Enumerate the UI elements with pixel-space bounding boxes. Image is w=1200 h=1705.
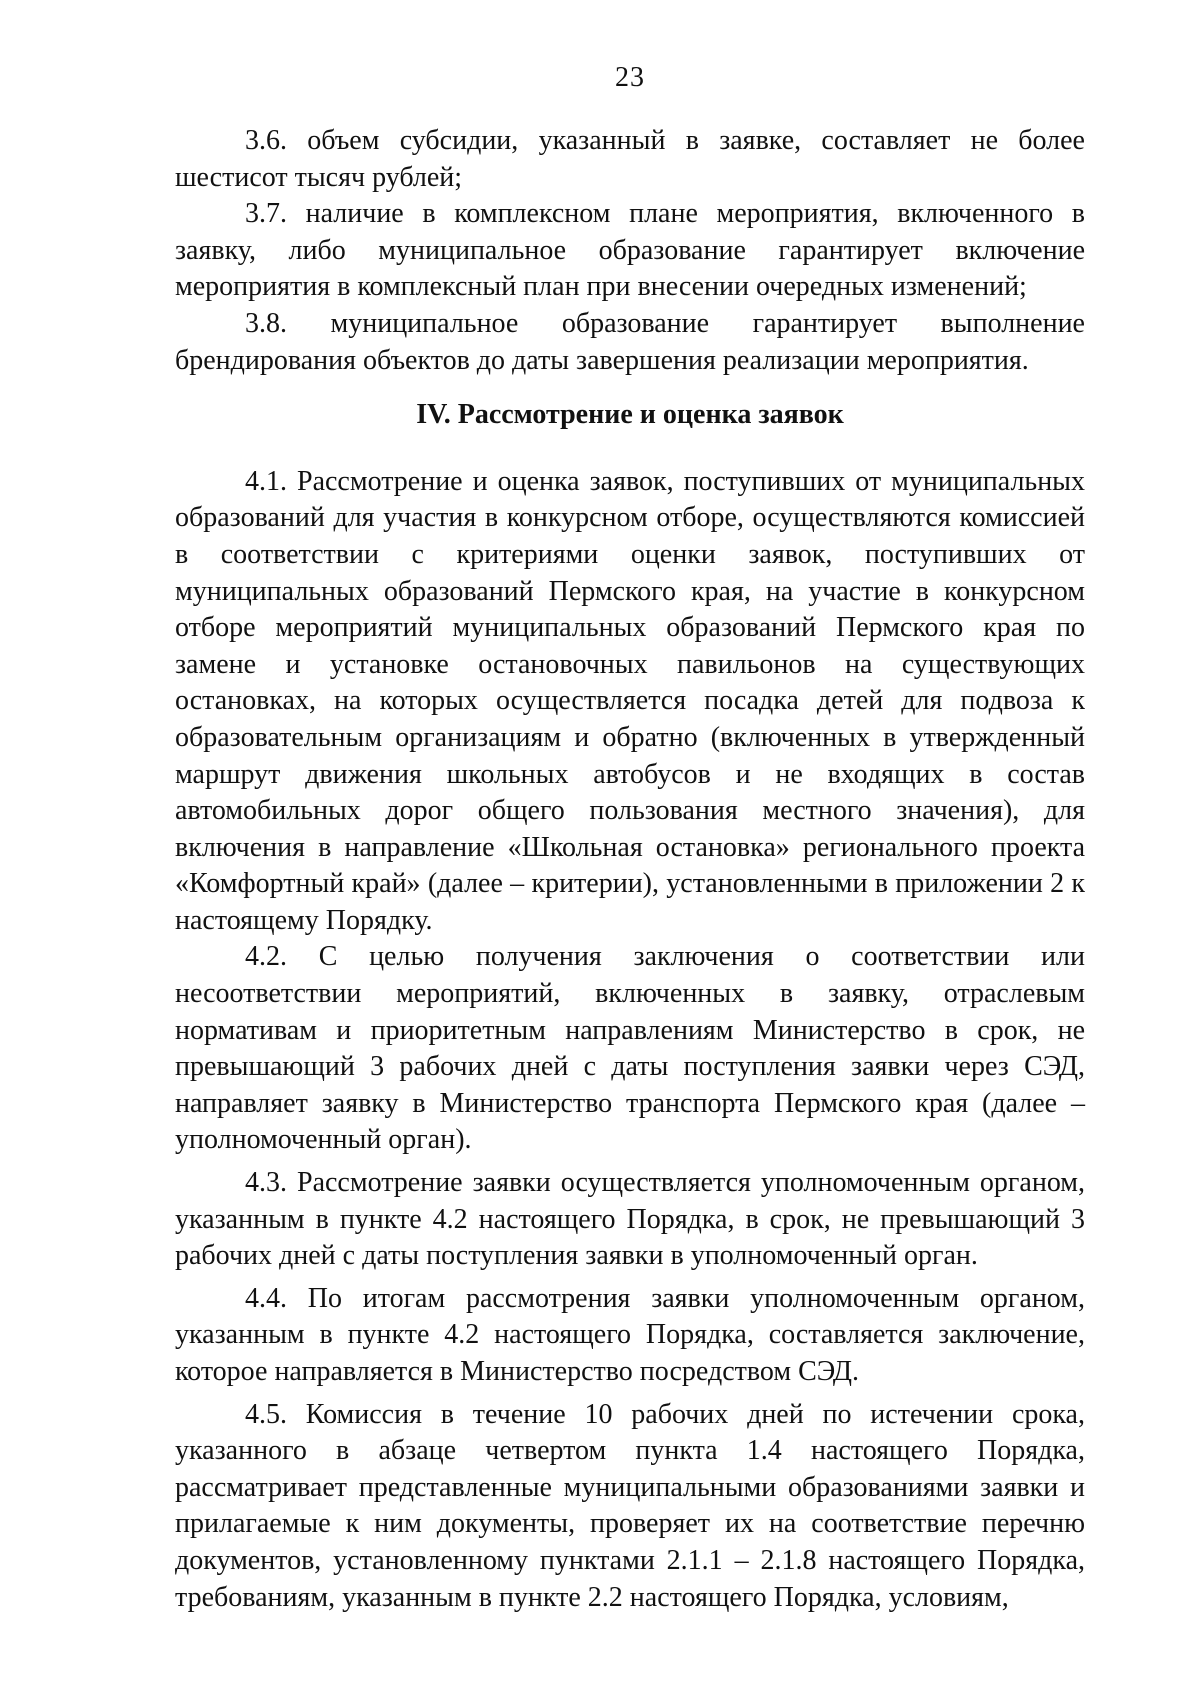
paragraph-4-2: 4.2. С целью получения заключения о соответствии или несоответствии мероприятий, включенных в заявку, отраслевым нормативам и приоритетным направлениям Министерство в срок, не превышающий 3 рабочих дней с даты поступления заявки через СЭД, направляет заявку в Министерство транспорта Пермского края (далее – уполномоченный орган). — [175, 941, 1085, 1156]
paragraph-3-7: 3.7. наличие в комплексном плане мероприятия, включенного в заявку, либо муниципальное образование гарантирует включение мероприятия в комплексный план при внесении очередных изменений; — [175, 198, 1085, 303]
document-body — [175, 123, 1085, 1616]
paragraph-3-6: 3.6. объем субсидии, указанный в заявке, составляет не более шестисот тысяч рублей; — [175, 125, 1085, 193]
paragraph-4-1: 4.1. Рассмотрение и оценка заявок, поступивших от муниципальных образований для участия в конкурсном отборе, осуществляются комиссией в соответствии с критериями оценки заявок, поступивших от муниципальных образований Пермского края, на участие в конкурсном отборе мероприятий муниципальных образований Пермского края по замене и установке остановочных павильонов на существующих остановках, на которых осуществляется посадка детей для подвоза к образовательным организациям и обратно (включенных в утвержденный маршрут движения школьных автобусов и не входящих в состав автомобильных дорог общего пользования местного значения), для включения в направление «Школьная остановка» регионального проекта «Комфортный край» (далее – критерии), установленными в приложении 2 к настоящему Порядку. — [175, 465, 1085, 936]
section-heading: IV. Рассмотрение и оценка заявок — [416, 399, 844, 431]
paragraph-4-4: 4.4. По итогам рассмотрения заявки уполномоченным органом, указанным в пункте 4.2 настоящего Порядка, составляется заключение, которое направляется в Министерство посредством СЭД. — [175, 1282, 1085, 1387]
paragraph-4-5: 4.5. Комиссия в течение 10 рабочих дней по истечении срока, указанного в абзаце четвертом пункта 1.4 настоящего Порядка, рассматривает представленные муниципальными образованиями заявки и прилагаемые к ним документы, проверяет их на соответствие перечню документов, установленному пунктами 2.1.1 – 2.1.8 настоящего Порядка, требованиям, указанным в пункте 2.2 настоящего Порядка, условиям, — [175, 1398, 1085, 1613]
paragraph-3-8: 3.8. муниципальное образование гарантирует выполнение брендирования объектов до даты завершения реализации мероприятия. — [175, 307, 1085, 376]
page-number: 23 — [615, 62, 645, 93]
paragraph-4-3: 4.3. Рассмотрение заявки осуществляется уполномоченным органом, указанным в пункте 4.2 настоящего Порядка, в срок, не превышающий 3 рабочих дней с даты поступления заявки в уполномоченный орган. — [175, 1167, 1085, 1272]
